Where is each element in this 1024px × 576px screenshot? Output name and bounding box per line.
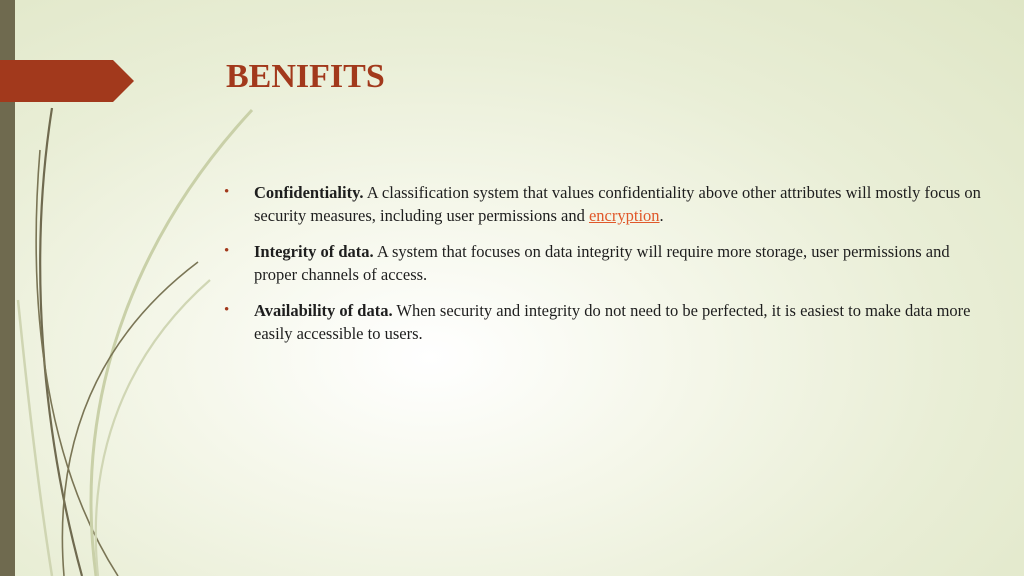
bullet-confidentiality <box>224 181 984 227</box>
bullet-availability <box>224 299 984 345</box>
bullet-term: Integrity of data. <box>254 242 374 261</box>
title-arrow-tab <box>0 60 135 102</box>
bullet-text-tail: . <box>659 206 664 225</box>
bullet-text: A classification system that values confidentiality above other attributes will mostly focus on security measures, including user permissions and <box>254 183 981 225</box>
slide-title: BENIFITS <box>226 58 385 95</box>
bullet-marker: • <box>224 184 230 200</box>
bullet-marker: • <box>224 302 230 318</box>
bullet-term: Confidentiality. <box>254 183 364 202</box>
bullet-term: Availability of data. <box>254 301 393 320</box>
bullet-integrity <box>224 240 984 286</box>
bullet-list <box>224 181 984 358</box>
bullet-marker: • <box>224 243 230 259</box>
encryption-link[interactable]: encryption <box>588 206 660 225</box>
bullet-text: A system that focuses on data integrity will require more storage, user permissions and proper channels of access. <box>254 242 950 284</box>
bullet-text: When security and integrity do not need to be perfected, it is easiest to make data more easily accessible to users. <box>254 301 971 343</box>
